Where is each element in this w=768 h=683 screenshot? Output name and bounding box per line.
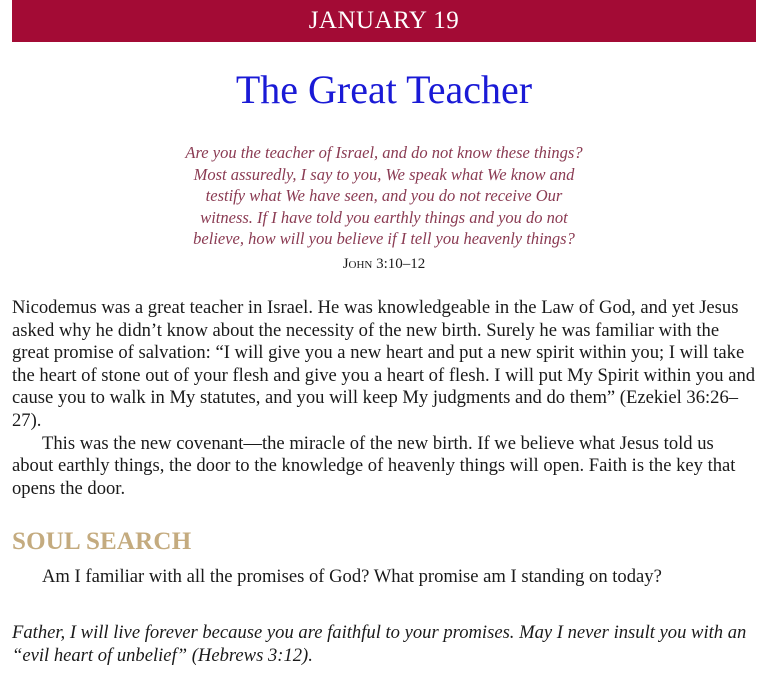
date-label: JANUARY 19 bbox=[308, 7, 460, 34]
page-title: The Great Teacher bbox=[235, 67, 533, 112]
epigraph-line: testify what We have seen, and you do not receive Our bbox=[205, 186, 563, 206]
soul-search-heading: SOUL SEARCH bbox=[12, 528, 192, 555]
epigraph-line: witness. If I have told you earthly things and you do not bbox=[200, 207, 568, 227]
devotional-body bbox=[12, 297, 758, 500]
scripture-reference: John 3:10–12 bbox=[342, 256, 426, 272]
body-paragraph: Nicodemus was a great teacher in Israel. He was knowledgeable in the Law of God, and yet Jesus asked why he didn’t know about the necessity of the new birth. Surely he was familiar with the great promise of salvation: “I will give you a new heart and put a new spirit within you; I will take the heart of stone out of your flesh and give you a heart of flesh. I will put My Spirit within you and cause you to walk in My statutes, and you will keep My judgments and do them” (Ezekiel 36:26–27). bbox=[12, 297, 756, 431]
epigraph-line: Most assuredly, I say to you, We speak what We know and bbox=[193, 164, 575, 184]
date-banner bbox=[12, 0, 756, 42]
epigraph-line: believe, how will you believe if I tell you heavenly things? bbox=[193, 229, 575, 249]
closing-prayer: Father, I will live forever because you are faithful to your promises. May I never insult you with an “evil heart of unbelief” (Hebrews 3:12). bbox=[12, 622, 747, 666]
epigraph-line: Are you the teacher of Israel, and do not know these things? bbox=[185, 143, 583, 162]
scripture-epigraph bbox=[150, 142, 618, 250]
soul-search-question: Am I familiar with all the promises of God? What promise am I standing on today? bbox=[42, 566, 662, 587]
body-paragraph: This was the new covenant—the miracle of the new birth. If we believe what Jesus told us about earthly things, the door to the knowledge of heavenly things will open. Faith is the key that opens the door. bbox=[12, 432, 736, 499]
